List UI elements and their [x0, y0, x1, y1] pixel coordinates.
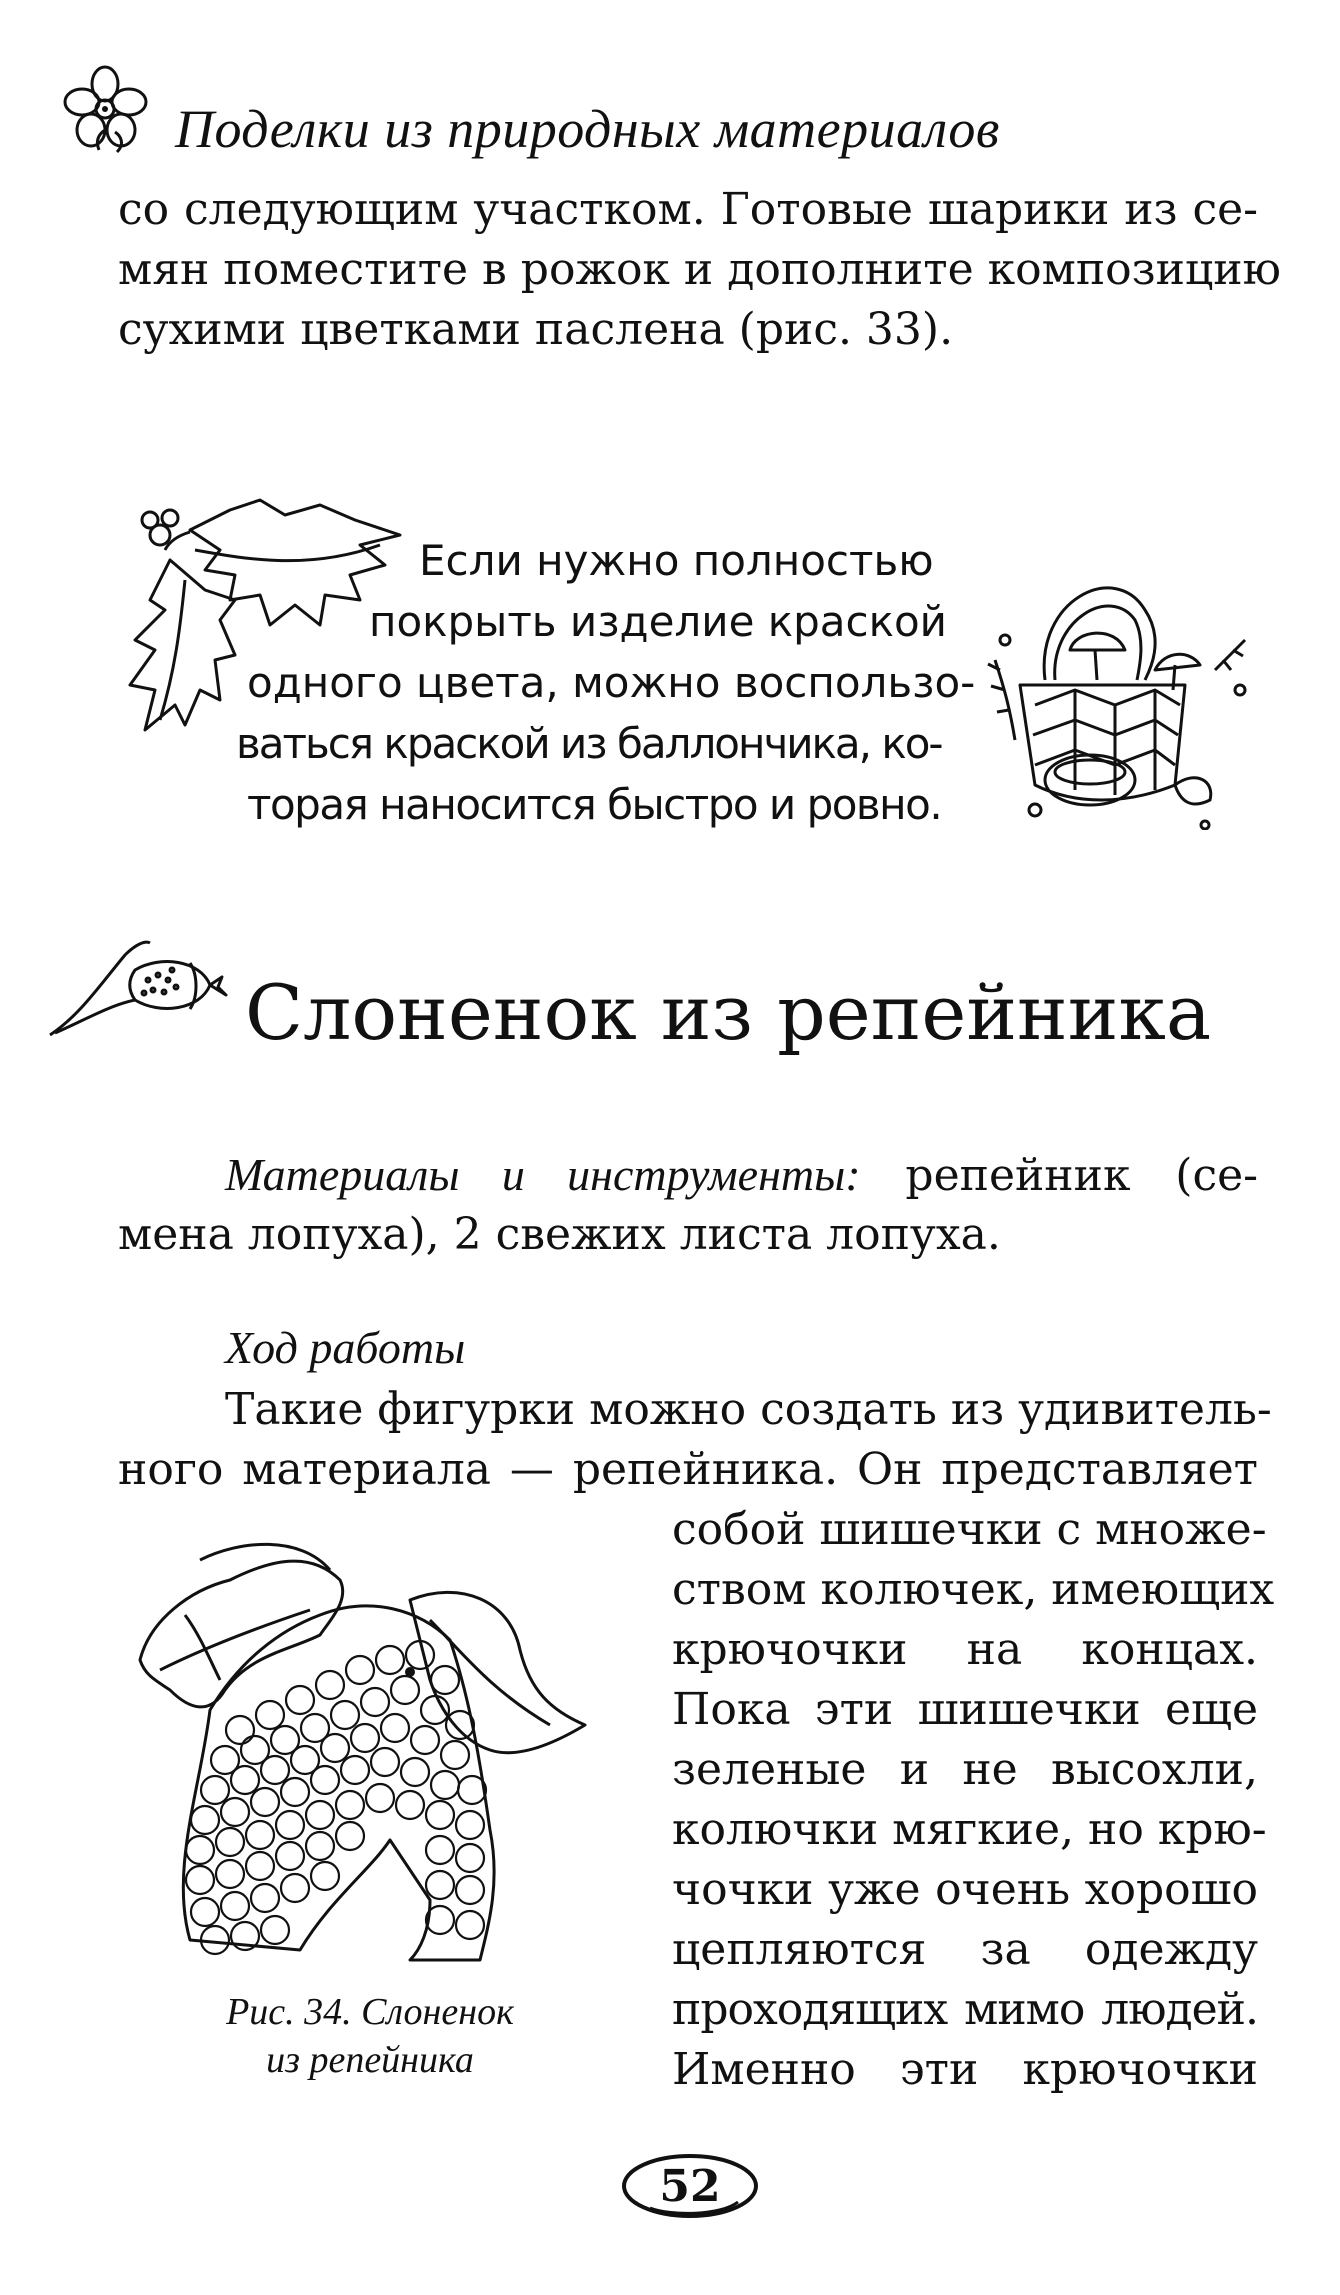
running-header — [55, 60, 1255, 160]
procedure-line: ством колючек, имеющих — [672, 1564, 1275, 1615]
mushroom-basket-icon — [975, 540, 1255, 830]
tip-line: торая наносится быстро и ровно. — [247, 780, 942, 829]
materials-line: мена лопуха), 2 свежих листа лопуха. — [118, 1209, 1001, 1260]
figure-caption — [160, 1988, 580, 2084]
tip-line: покрыть изделие краской — [369, 597, 947, 646]
intro-line: со следующим участком. Готовые шарики из се- — [118, 184, 1258, 235]
acorn-icon — [40, 925, 230, 1045]
header-title: Поделки из природных материалов — [175, 99, 1000, 159]
tip-line: Если нужно полностью — [419, 536, 934, 585]
procedure-line: Пока эти шишечки еще — [672, 1684, 1258, 1735]
procedure-heading: Ход работы — [225, 1322, 466, 1373]
procedure-line: зеленые и не высохли, — [672, 1744, 1258, 1795]
materials-label: Материалы и инструменты: — [225, 1149, 861, 1200]
section-title: Слоненок из репейника — [245, 968, 1212, 1057]
flower-icon — [55, 60, 155, 160]
page-number: 52 — [659, 2160, 721, 2212]
tip-line: одного цвета, можно воспользо- — [247, 658, 976, 707]
procedure-line: цепляются за одежду — [672, 1924, 1258, 1975]
procedure-line: собой шишечки с множе- — [672, 1504, 1267, 1555]
procedure-line: ного материала — репейника. Он представляет — [118, 1444, 1258, 1495]
caption-line: из репейника — [266, 2039, 474, 2081]
intro-line: сухими цветками паслена (рис. 33). — [118, 304, 954, 355]
procedure-line: Именно эти крючочки — [672, 2044, 1258, 2095]
caption-line: Рис. 34. Слоненок — [226, 1991, 514, 2033]
procedure-line: проходящих мимо людей. — [672, 1984, 1258, 2035]
materials-text: репейник (се- — [860, 1150, 1258, 1201]
tip-line: ваться краской из баллончика, ко- — [236, 719, 942, 768]
procedure-line: крючочки на концах. — [672, 1624, 1258, 1675]
page-number-badge — [620, 2150, 760, 2222]
burdock-elephant-illustration — [130, 1540, 610, 1970]
intro-line: мян поместите в рожок и дополните композицию — [118, 244, 1281, 295]
procedure-line: колючки мягкие, но крю- — [672, 1804, 1267, 1855]
procedure-line: Такие фигурки можно создать из удивитель- — [225, 1384, 1272, 1435]
materials-line — [225, 1145, 1258, 1206]
elephant-eye — [405, 1667, 415, 1677]
procedure-line: чочки уже очень хорошо — [672, 1864, 1258, 1915]
